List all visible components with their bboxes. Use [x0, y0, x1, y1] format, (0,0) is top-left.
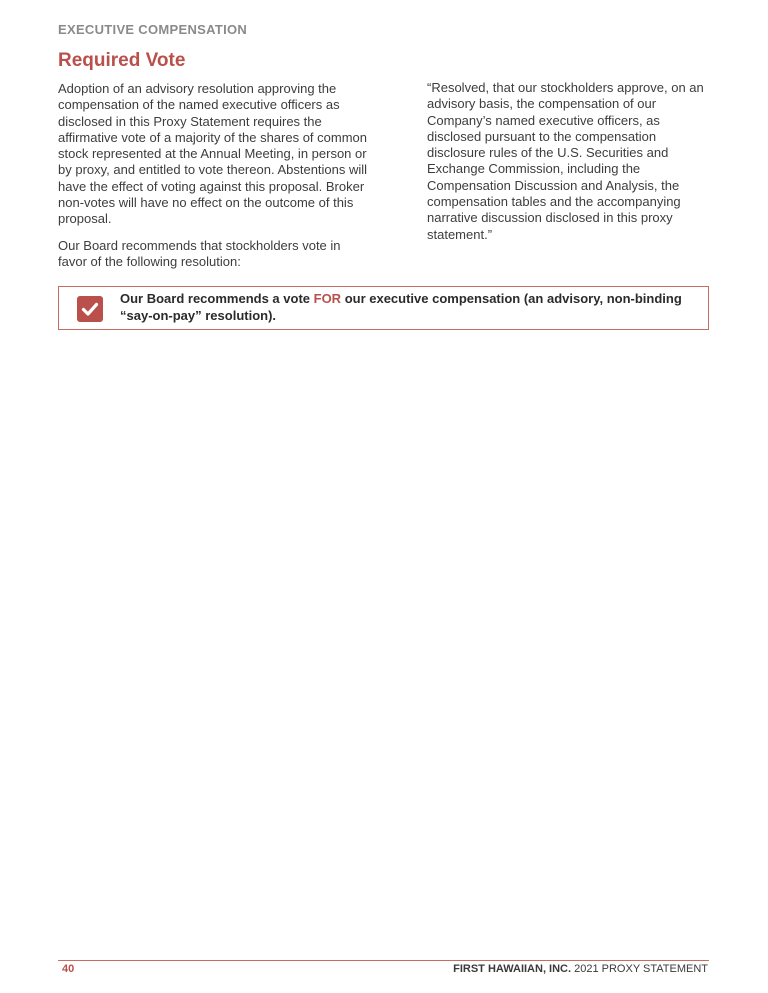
recommendation-text-before: Our Board recommends a vote: [120, 291, 314, 306]
right-column: [427, 80, 707, 253]
footer-divider: [58, 960, 709, 961]
recommendation-box: [58, 286, 709, 330]
resolution-quote: “Resolved, that our stockholders approve, on an advisory basis, the compensation of our Company’s named executive officers, as disclosed pursuant to the compensation disclosure rules of the U.S. Securities and Exchange Commission, including the Compensation Discussion and Analysis, the compensation tables and the accompanying narrative discussion disclosed in this proxy statement.”: [427, 80, 704, 242]
required-vote-paragraph: Adoption of an advisory resolution approving the compensation of the named executive officers as disclosed in this Proxy Statement requires the affirmative vote of a majority of the shares of common stock represented at the Annual Meeting, in person or by proxy, and entitled to vote thereon. Abstentions will have the effect of voting against this proposal. Broker non-votes will have no effect on the outcome of this proposal.: [58, 81, 368, 227]
vote-for-highlight: FOR: [313, 291, 342, 306]
checkmark-icon: [77, 296, 103, 322]
left-column: [58, 81, 370, 280]
section-header: EXECUTIVE COMPENSATION: [58, 22, 248, 37]
recommendation-text-after: our executive compensation (an advisory, non-binding “say-on-pay” resolution).: [120, 291, 682, 323]
footer-company: FIRST HAWAIIAN, INC.: [453, 963, 572, 975]
board-recommendation-paragraph: Our Board recommends that stockholders vote in favor of the following resolution:: [58, 237, 341, 269]
footer-document-title: [453, 963, 708, 975]
page-title: Required Vote: [58, 50, 186, 71]
footer-doc-title: 2021 PROXY STATEMENT: [571, 963, 708, 975]
recommendation-text: [120, 291, 706, 324]
page-number: 40: [62, 963, 75, 975]
